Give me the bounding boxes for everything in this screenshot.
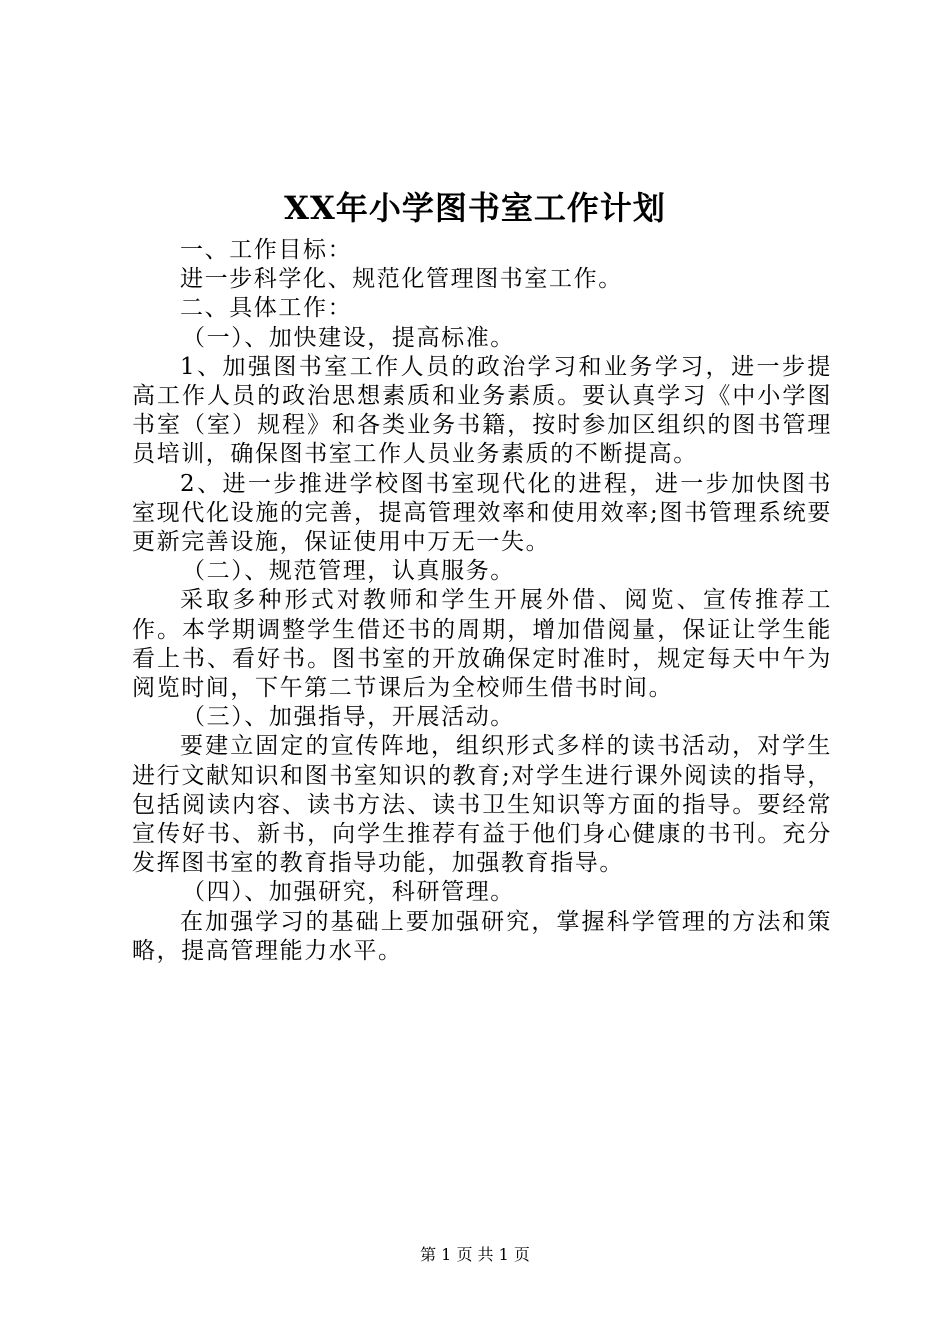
document-body	[132, 236, 832, 966]
paragraph-service: 采取多种形式对教师和学生开展外借、阅览、宣传推荐工作。本学期调整学生借还书的周期，增加借阅量，保证让学生能看上书、看好书。图书室的开放确保定时准时，规定每天中午为阅览时间，下午第二节课后为全校师生借书时间。	[132, 587, 832, 702]
paragraph-item-1: 1、加强图书室工作人员的政治学习和业务学习，进一步提高工作人员的政治思想素质和业务素质。要认真学习《中小学图书室（室）规程》和各类业务书籍，按时参加区组织的图书管理员培训，确保图书室工作人员业务素质的不断提高。	[132, 353, 832, 468]
page-footer: 第 1 页 共 1 页	[420, 1245, 530, 1264]
paragraph-goal: 进一步科学化、规范化管理图书室工作。	[180, 266, 623, 293]
subsection-heading-2: （二）、规范管理，认真服务。	[182, 558, 515, 585]
paragraph-item-2: 2、进一步推进学校图书室现代化的进程，进一步加快图书室现代化设施的完善，提高管理效率和使用效率;图书管理系统要更新完善设施，保证使用中万无一失。	[132, 470, 832, 556]
subsection-heading-3: （三）、加强指导，开展活动。	[182, 704, 515, 731]
subsection-heading-1: （一）、加快建设，提高标准。	[182, 324, 515, 351]
subsection-heading-4: （四）、加强研究，科研管理。	[182, 879, 515, 906]
section-heading-goals: 一、工作目标：	[180, 237, 353, 263]
section-heading-work: 二、具体工作：	[180, 295, 353, 322]
paragraph-activities: 要建立固定的宣传阵地，组织形式多样的读书活动，对学生进行文献知识和图书室知识的教育;对学生进行课外阅读的指导，包括阅读内容、读书方法、读书卫生知识等方面的指导。要经常宣传好书、新书，向学生推荐有益于他们身心健康的书刊。充分发挥图书室的教育指导功能，加强教育指导。	[132, 733, 832, 877]
document-title: XX年小学图书室工作计划	[284, 189, 666, 227]
paragraph-research: 在加强学习的基础上要加强研究，掌握科学管理的方法和策略，提高管理能力水平。	[132, 908, 832, 964]
